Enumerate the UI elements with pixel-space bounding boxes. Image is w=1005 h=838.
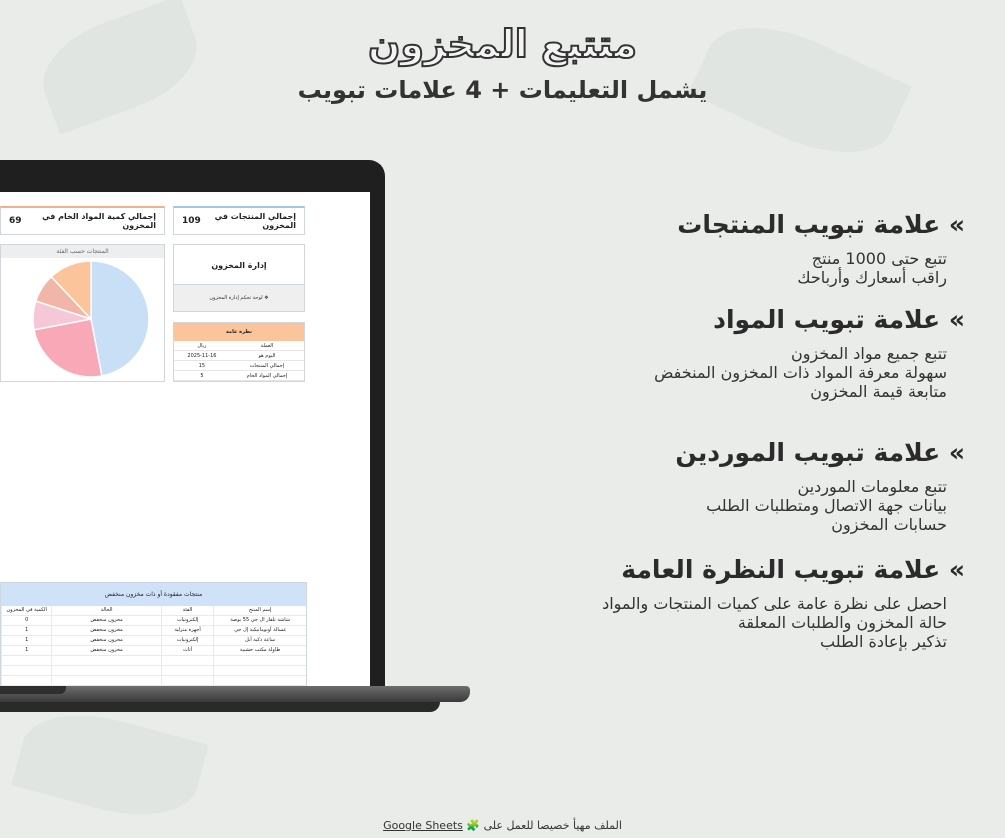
table-cell: 1 <box>1 646 51 655</box>
table-cell: مخزون منخفض <box>51 616 161 625</box>
table-cell: الفئة <box>161 606 213 615</box>
table-cell: الكمية في المخزون <box>1 606 51 615</box>
overview-table <box>174 341 304 381</box>
overview-row <box>174 351 304 361</box>
page-title: متتبع المخزون <box>367 22 638 66</box>
table-cell: أجهزة منزلية <box>161 626 213 635</box>
table-cell <box>161 676 213 685</box>
feature-line: بيانات جهة الاتصال ومتطلبات الطلب <box>706 496 947 515</box>
feature-suppliers-heading: » علامة تبويب الموردين <box>675 438 965 467</box>
empty-row <box>1 666 306 676</box>
pie-chart-card <box>0 244 165 382</box>
table-row <box>1 636 306 646</box>
table-cell: إسم المنتج <box>213 606 306 615</box>
overview-cell: ريال <box>174 341 230 351</box>
overview-card <box>173 322 305 382</box>
feature-line: تذكير بإعادة الطلب <box>819 632 947 651</box>
footer-note <box>0 819 1005 832</box>
kpi-materials-card <box>0 206 165 235</box>
overview-cell: إجمالي المنتجات <box>230 361 304 371</box>
laptop-notch <box>0 686 66 694</box>
dashboard-link-box[interactable] <box>173 284 305 312</box>
table-cell: 0 <box>1 616 51 625</box>
kpi-products-value: 109 <box>182 216 201 226</box>
feature-line: تتبع جميع مواد المخزون <box>791 344 947 363</box>
feature-products-heading: » علامة تبويب المنتجات <box>677 210 965 239</box>
feature-line: تتبع حتى 1000 منتج <box>811 249 947 268</box>
feature-line: تتبع معلومات الموردين <box>797 477 947 496</box>
table-cell <box>1 656 51 665</box>
background-leaf <box>29 0 210 135</box>
feature-products <box>677 210 965 287</box>
laptop-base-shadow <box>0 702 440 712</box>
empty-row <box>1 676 306 686</box>
table-cell: إلكترونيات <box>161 636 213 645</box>
feature-materials <box>654 305 965 401</box>
kpi-materials-value: 69 <box>9 216 22 226</box>
overview-cell: 5 <box>174 371 230 381</box>
kpi-materials-label: إجمالي كمية المواد الخام في المخزون <box>42 212 156 230</box>
table-cell: الحالة <box>51 606 161 615</box>
overview-cell: العملة <box>230 341 304 351</box>
table-cell <box>213 676 306 685</box>
table-cell: 1 <box>1 626 51 635</box>
pie-chart <box>1 258 164 378</box>
table-cell: مخزون منخفض <box>51 646 161 655</box>
table-row <box>1 616 306 626</box>
table-cell: مخزون منخفض <box>51 626 161 635</box>
table-cell: ساعة ذكية أبل <box>213 636 306 645</box>
low-stock-grid <box>1 606 306 686</box>
feature-suppliers <box>675 438 965 534</box>
overview-cell: 2025-11-16 <box>174 351 230 361</box>
table-cell <box>1 676 51 685</box>
inventory-management-title: إدارة المخزون <box>211 261 267 270</box>
low-stock-title: منتجات مفقودة أو ذات مخزون منخفض <box>1 583 306 606</box>
dashboard-link[interactable]: ❖ لوحة تحكم إدارة المخزون <box>209 295 269 301</box>
overview-cell: 15 <box>174 361 230 371</box>
overview-row <box>174 361 304 371</box>
feature-line: سهولة معرفة المواد ذات المخزون المنخفض <box>654 363 947 382</box>
feature-overview-heading: » علامة تبويب النظرة العامة <box>621 555 965 584</box>
overview-cell: اليوم هو <box>230 351 304 361</box>
footer-text: 🧩 الملف مهيأ خصيصا للعمل على <box>466 819 622 832</box>
background-leaf <box>11 698 208 832</box>
feature-line: راقب أسعارك وأرباحك <box>797 268 947 287</box>
pie-chart-title: المنتجات حسب الفئة <box>1 245 164 258</box>
kpi-products-card <box>173 206 305 235</box>
table-cell: أثاث <box>161 646 213 655</box>
table-cell <box>51 666 161 675</box>
feature-line: حالة المخزون والطلبات المعلقة <box>737 613 947 632</box>
page-subtitle: يشمل التعليمات + 4 علامات تبويب <box>297 76 708 104</box>
table-cell <box>161 656 213 665</box>
pie-slice <box>91 261 149 376</box>
table-cell <box>51 676 161 685</box>
feature-materials-heading: » علامة تبويب المواد <box>713 305 965 334</box>
kpi-products-label: إجمالي المنتجات في المخزون <box>214 212 296 230</box>
table-row <box>1 626 306 636</box>
feature-line: حسابات المخزون <box>831 515 947 534</box>
table-row <box>1 646 306 656</box>
feature-line: احصل على نظرة عامة على كميات المنتجات والمواد <box>602 594 947 613</box>
table-cell: مخزون منخفض <box>51 636 161 645</box>
empty-row <box>1 656 306 666</box>
overview-row <box>174 371 304 381</box>
table-cell <box>213 656 306 665</box>
overview-title: نظرة عامة <box>174 323 304 341</box>
footer-link[interactable]: Google Sheets <box>383 819 463 832</box>
laptop-screen <box>0 192 370 686</box>
table-cell: غسالة أوتوماتيكية إل جي <box>213 626 306 635</box>
table-cell <box>213 666 306 675</box>
low-stock-table <box>0 582 307 686</box>
table-cell: 1 <box>1 636 51 645</box>
table-cell: إلكترونيات <box>161 616 213 625</box>
table-cell <box>161 666 213 675</box>
overview-row <box>174 341 304 351</box>
table-cell: طاولة مكتب خشبية <box>213 646 306 655</box>
table-cell <box>1 666 51 675</box>
table-cell: شاشة تلفاز ال جي 55 بوصة <box>213 616 306 625</box>
table-header-row <box>1 606 306 616</box>
feature-line: متابعة قيمة المخزون <box>810 382 947 401</box>
table-cell <box>51 656 161 665</box>
feature-overview <box>602 555 965 651</box>
overview-cell: إجمالي المواد الخام <box>230 371 304 381</box>
laptop-base <box>0 686 470 702</box>
